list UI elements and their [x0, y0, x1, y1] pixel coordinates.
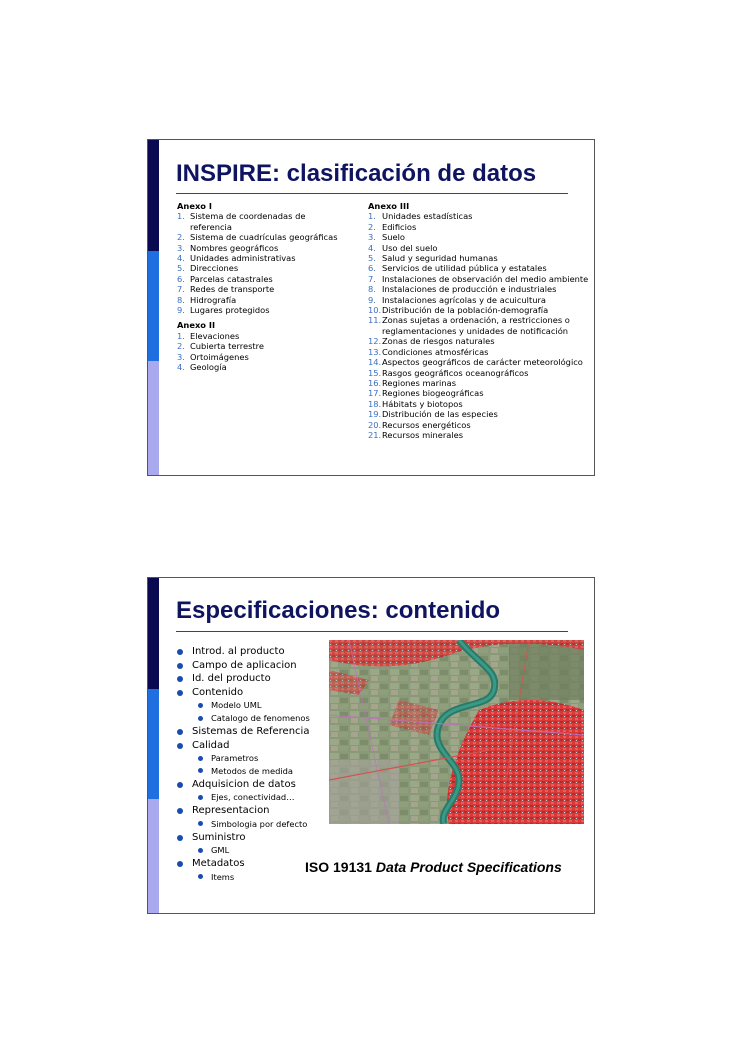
item-number: 4. [177, 362, 185, 373]
item-number: 4. [177, 253, 185, 264]
item-number: 14. [368, 357, 382, 368]
annex-item [368, 409, 596, 419]
annex-item [368, 222, 596, 232]
bullet-item: Calidad [174, 739, 344, 753]
caption-prefix: ISO 19131 [305, 859, 376, 875]
bullet-item: Suministro [174, 831, 344, 845]
item-number: 17. [368, 388, 382, 399]
aerial-map-image [329, 640, 584, 824]
item-text: Zonas sujetas a ordenación, a restricciones o reglamentaciones y unidades de notificación [382, 315, 570, 336]
annex-item [177, 284, 347, 294]
annex-item [368, 420, 596, 430]
title-rule [176, 631, 568, 632]
bullet-item: Introd. al producto [174, 645, 344, 659]
iso-caption [305, 859, 562, 875]
annex-item [177, 263, 347, 273]
bullet-item: Metadatos [174, 857, 344, 871]
item-text: Hábitats y biotopos [382, 398, 463, 409]
annex-item [177, 253, 347, 263]
bullet-item: Sistemas de Referencia [174, 725, 344, 739]
slide-title: INSPIRE: clasificación de datos [176, 160, 537, 187]
item-text: Recursos minerales [382, 429, 464, 440]
item-text: Geología [190, 362, 227, 373]
item-text: Unidades estadísticas [382, 211, 473, 222]
annex-item [177, 211, 347, 232]
annex-heading: Anexo I [177, 201, 212, 211]
item-text: Direcciones [190, 263, 239, 274]
item-text: Zonas de riesgos naturales [382, 336, 495, 347]
annex-item [368, 211, 596, 221]
item-text: Condiciones atmosféricas [382, 346, 489, 357]
item-text: Unidades administrativas [190, 253, 296, 264]
bullet-item: Campo de aplicacion [174, 659, 344, 673]
item-number: 7. [368, 273, 376, 284]
item-number: 2. [368, 221, 376, 232]
annex-item [177, 341, 347, 351]
annex-item [368, 295, 596, 305]
item-number: 19. [368, 409, 382, 420]
annex-item [177, 274, 347, 284]
bullet-item: Id. del producto [174, 672, 344, 686]
item-number: 10. [368, 305, 382, 316]
item-number: 12. [368, 336, 382, 347]
item-number: 15. [368, 367, 382, 378]
bullet-list [174, 645, 344, 883]
annex-item [368, 263, 596, 273]
annex-column-left [177, 201, 347, 373]
item-number: 6. [177, 273, 185, 284]
annex-list [177, 211, 347, 315]
item-text: Nombres geográficos [190, 242, 279, 253]
annex-heading: Anexo II [177, 320, 216, 331]
slide-inspire [147, 139, 595, 476]
sub-bullet-item: Modelo UML [174, 699, 344, 712]
annex-item [368, 378, 596, 388]
item-text: Distribución de las especies [382, 409, 498, 420]
annex-list [177, 331, 347, 373]
item-number: 1. [368, 211, 376, 222]
sub-bullet-item: Ejes, conectividad… [174, 791, 344, 804]
item-text: Recursos energéticos [382, 419, 471, 430]
item-text: Cubierta terrestre [190, 341, 264, 352]
slide-especificaciones [147, 577, 595, 914]
bullet-item: Representacion [174, 804, 344, 818]
annex-item [368, 253, 596, 263]
annex-heading: Anexo III [368, 201, 410, 211]
item-number: 2. [177, 341, 185, 352]
item-text: Parcelas catastrales [190, 273, 273, 284]
annex-item [368, 388, 596, 398]
item-number: 16. [368, 377, 382, 388]
item-number: 8. [177, 294, 185, 305]
annex-column-right [368, 201, 596, 440]
sub-bullet-item: Items [174, 871, 344, 884]
item-number: 7. [177, 284, 185, 295]
item-text: Regiones marinas [382, 377, 457, 388]
annex-item [368, 430, 596, 440]
item-text: Hidrografía [190, 294, 237, 305]
item-number: 2. [177, 232, 185, 243]
title-rule [176, 193, 568, 194]
item-text: Redes de transporte [190, 284, 275, 295]
item-text: Elevaciones [190, 330, 240, 341]
item-number: 20. [368, 419, 382, 430]
annex-item [177, 352, 347, 362]
item-number: 11. [368, 315, 382, 326]
annex-item [177, 232, 347, 242]
annex-item [368, 399, 596, 409]
item-number: 3. [177, 242, 185, 253]
sub-bullet-item: Catalogo de fenomenos [174, 712, 344, 725]
annex-item [368, 274, 596, 284]
item-text: Servicios de utilidad pública y estatales [382, 263, 547, 274]
annex-item [177, 243, 347, 253]
item-number: 1. [177, 330, 185, 341]
item-text: Uso del suelo [382, 242, 438, 253]
item-text: Distribución de la población-demografía [382, 305, 549, 316]
sub-bullet-item: Simbologia por defecto [174, 818, 344, 831]
item-number: 21. [368, 429, 382, 440]
item-text: Sistema de cuadrículas geográficas [190, 232, 338, 243]
item-text: Suelo [382, 232, 406, 243]
bullet-item: Contenido [174, 686, 344, 700]
annex-item [368, 315, 596, 336]
item-number: 1. [177, 211, 185, 222]
annex-item [177, 362, 347, 372]
item-text: Ortoimágenes [190, 351, 249, 362]
item-number: 9. [368, 294, 376, 305]
slide-title: Especificaciones: contenido [176, 597, 501, 624]
annex-item [368, 232, 596, 242]
annex-item [368, 357, 596, 367]
item-text: Instalaciones de producción e industriales [382, 284, 557, 295]
annex-item [368, 336, 596, 346]
item-text: Instalaciones agrícolas y de acuicultura [382, 294, 546, 305]
item-number: 5. [368, 253, 376, 264]
sub-bullet-item: GML [174, 844, 344, 857]
annex-item [177, 295, 347, 305]
annex-item [368, 368, 596, 378]
item-number: 5. [177, 263, 185, 274]
slide-accent-bar [148, 140, 159, 475]
item-number: 9. [177, 305, 185, 316]
item-text: Salud y seguridad humanas [382, 253, 498, 264]
annex-item [368, 347, 596, 357]
annex-item [177, 331, 347, 341]
annex-list [368, 211, 596, 440]
item-number: 3. [368, 232, 376, 243]
bullet-item: Adquisicion de datos [174, 778, 344, 792]
item-text: Lugares protegidos [190, 305, 270, 316]
item-number: 4. [368, 242, 376, 253]
sub-bullet-item: Parametros [174, 752, 344, 765]
aerial-map-graphic [329, 640, 584, 824]
annex-item [368, 284, 596, 294]
caption-italic: Data Product Specifications [375, 859, 562, 875]
slide-accent-bar [148, 578, 159, 913]
item-text: Rasgos geográficos oceanográficos [382, 367, 529, 378]
sub-bullet-item: Metodos de medida [174, 765, 344, 778]
item-number: 18. [368, 398, 382, 409]
item-number: 3. [177, 351, 185, 362]
item-number: 8. [368, 284, 376, 295]
annex-item [177, 305, 347, 315]
item-text: Regiones biogeográficas [382, 388, 484, 399]
item-text: Aspectos geográficos de carácter meteorológico [382, 357, 583, 368]
item-text: Edificios [382, 221, 417, 232]
item-text: Instalaciones de observación del medio ambiente [382, 273, 589, 284]
annex-item [368, 243, 596, 253]
item-text: Sistema de coordenadas de referencia [190, 211, 306, 232]
item-number: 6. [368, 263, 376, 274]
annex-item [368, 305, 596, 315]
item-number: 13. [368, 346, 382, 357]
